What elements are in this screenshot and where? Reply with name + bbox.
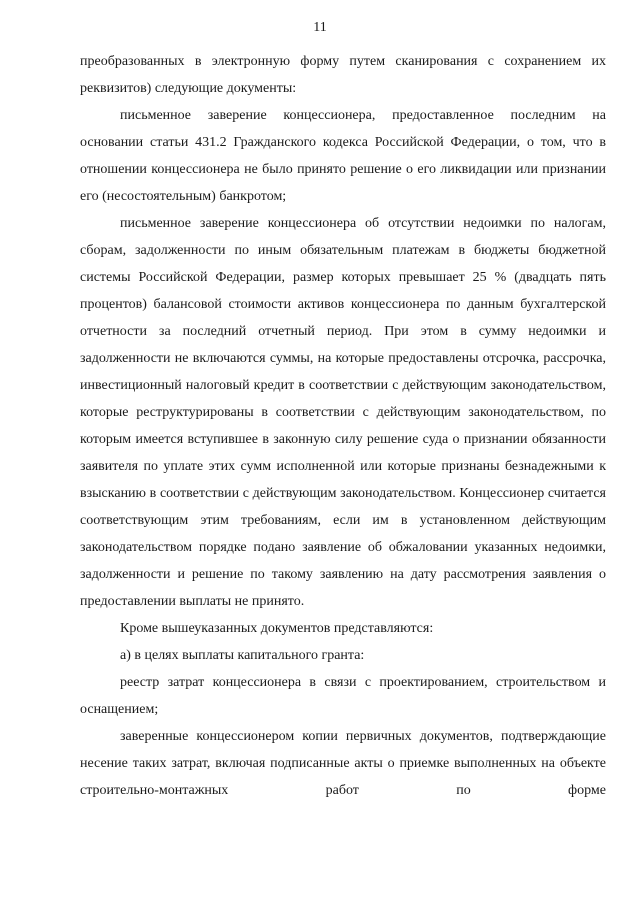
paragraph-tax-arrears-assurance: письменное заверение концессионера об отсутствии недоимки по налогам, сборам, задолженности по иным обязательным платежам в бюджеты бюджетной системы Российской Федерации, размер которых превышает 25 % (двадцать пять процентов) балансовой стоимости активов концессионера по данным бухгалтерской отчетности за последний отчетный период. При этом в сумму недоимки и задолженности не включаются суммы, на которые предоставлены отсрочка, рассрочка, инвестиционный налоговый кредит в соответствии с действующим законодательством, которые реструктурированы в соответствии с действующим законодательством, по которым имеется вступившее в законную силу решение суда о признании обязанности заявителя по уплате этих сумм исполненной или которые признаны безнадежными к взысканию в соответствии с действующим законодательством. Концессионер считается соответствующим этим требованиям, если им в установленном действующим законодательством порядке подано заявление об обжаловании указанных недоимки, задолженности и решение по такому заявлению на дату рассмотрения заявления о предоставлении выплаты не принято.: [80, 216, 606, 609]
paragraph-cost-register: реестр затрат концессионера в связи с проектированием, строительством и оснащением;: [80, 675, 606, 717]
paragraph-certified-copies: заверенные концессионером копии первичных документов, подтверждающие несение таких затрат, включая подписанные акты о приемке выполненных на объекте строительно-монтажных работ по форме: [80, 729, 606, 798]
paragraph-capital-grant: а) в целях выплаты капитального гранта:: [120, 648, 365, 663]
page-number: 11: [313, 20, 327, 35]
paragraph-continuation: преобразованных в электронную форму путем сканирования с сохранением их реквизитов) следующие документы:: [80, 54, 606, 96]
paragraph-liquidation-assurance: письменное заверение концессионера, предоставленное последним на основании статьи 431.2 Гражданского кодекса Российской Федерации, о том, что в отношении концессионера не было принято решение о его ликвидации или признании его (несостоятельным) банкротом;: [80, 108, 606, 204]
document-body: [80, 48, 606, 804]
paragraph-additional-documents: Кроме вышеуказанных документов представляются:: [120, 621, 434, 636]
